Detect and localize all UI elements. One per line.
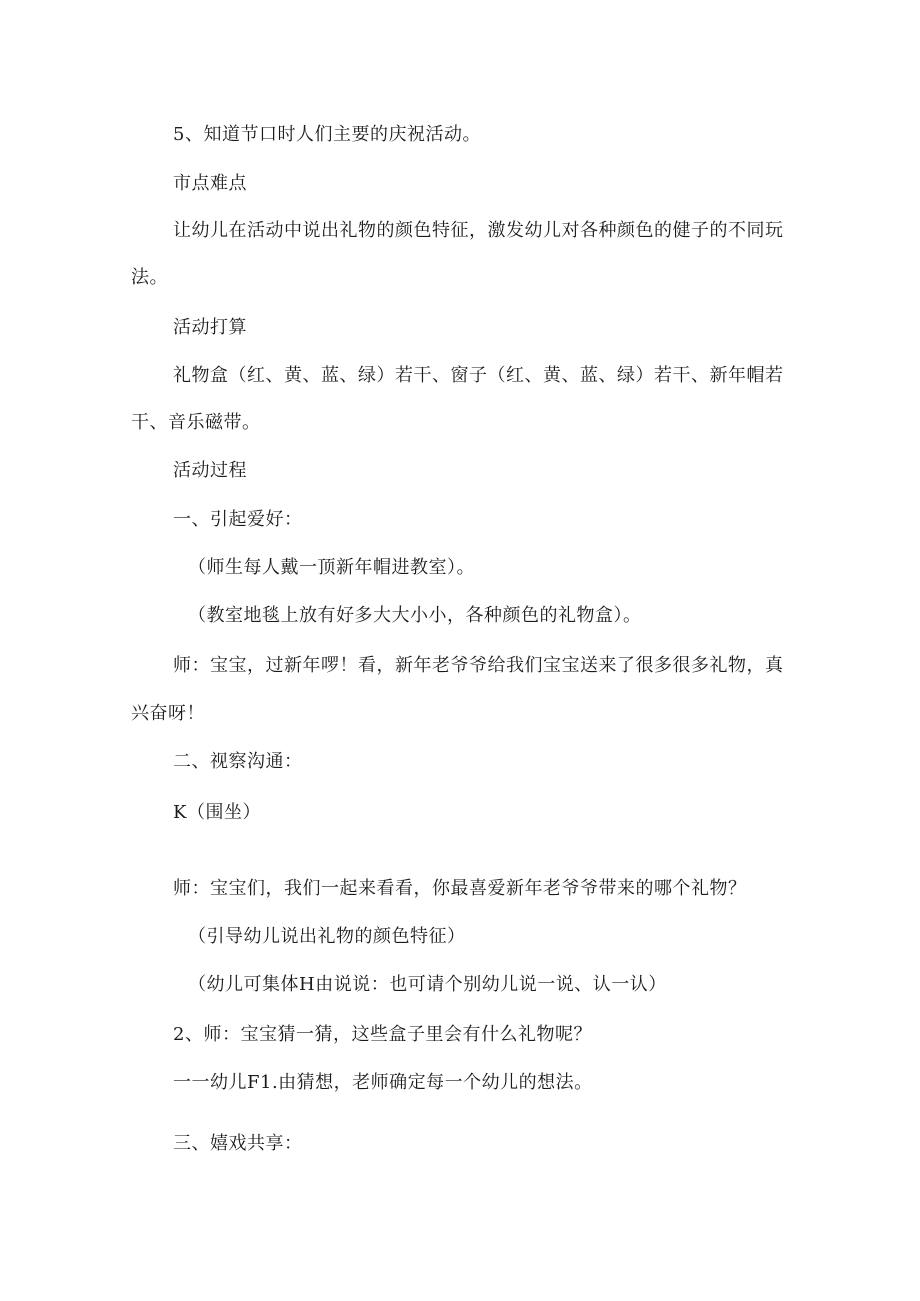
paragraph-line: （师生每人戴一顶新年帽进教室）。 (188, 557, 475, 578)
paragraph-line: 师：宝宝，过新年啰！看，新年老爷爷给我们宝宝送来了很多很多礼物，真 (173, 655, 784, 676)
paragraph-line: 兴奋呀！ (131, 703, 205, 724)
paragraph-line: K（围坐） (173, 802, 261, 823)
section-heading: 活动过程 (173, 460, 247, 481)
paragraph-line: （教室地毯上放有好多大大小小，各种颜色的礼物盒）。 (188, 605, 642, 626)
paragraph-line: 2、师：宝宝猜一猜，这些盒子里会有什么礼物呢？ (173, 1024, 592, 1045)
paragraph-line: 干、音乐磁带。 (131, 412, 261, 433)
section-heading: 活动打算 (173, 317, 247, 338)
paragraph-line: 礼物盒（红、黄、蓝、绿）若干、窗子（红、黄、蓝、绿）若干、新年帽若 (173, 365, 784, 386)
paragraph-line: 一、引起爱好： (173, 509, 303, 530)
paragraph-line: 三、嬉戏共享： (173, 1133, 303, 1154)
paragraph-line: （幼儿可集体H由说说：也可请个别幼儿说一说、认一认） (188, 974, 667, 995)
paragraph-line: 5、知道节口时人们主要的庆祝活动。 (173, 124, 481, 145)
paragraph-line: 一一幼儿F1.由猜想，老师确定每一个幼儿的想法。 (173, 1072, 593, 1093)
paragraph-line: 二、视察沟通： (173, 751, 303, 772)
section-heading: 市点难点 (173, 173, 247, 194)
paragraph-line: 法。 (131, 267, 168, 288)
paragraph-line: （引导幼儿说出礼物的颜色特征） (188, 926, 466, 947)
paragraph-line: 让幼儿在活动中说出礼物的颜色特征，激发幼儿对各种颜色的健子的不同玩 (173, 220, 784, 241)
paragraph-line: 师：宝宝们，我们一起来看看，你最喜爱新年老爷爷带来的哪个礼物？ (173, 878, 747, 899)
